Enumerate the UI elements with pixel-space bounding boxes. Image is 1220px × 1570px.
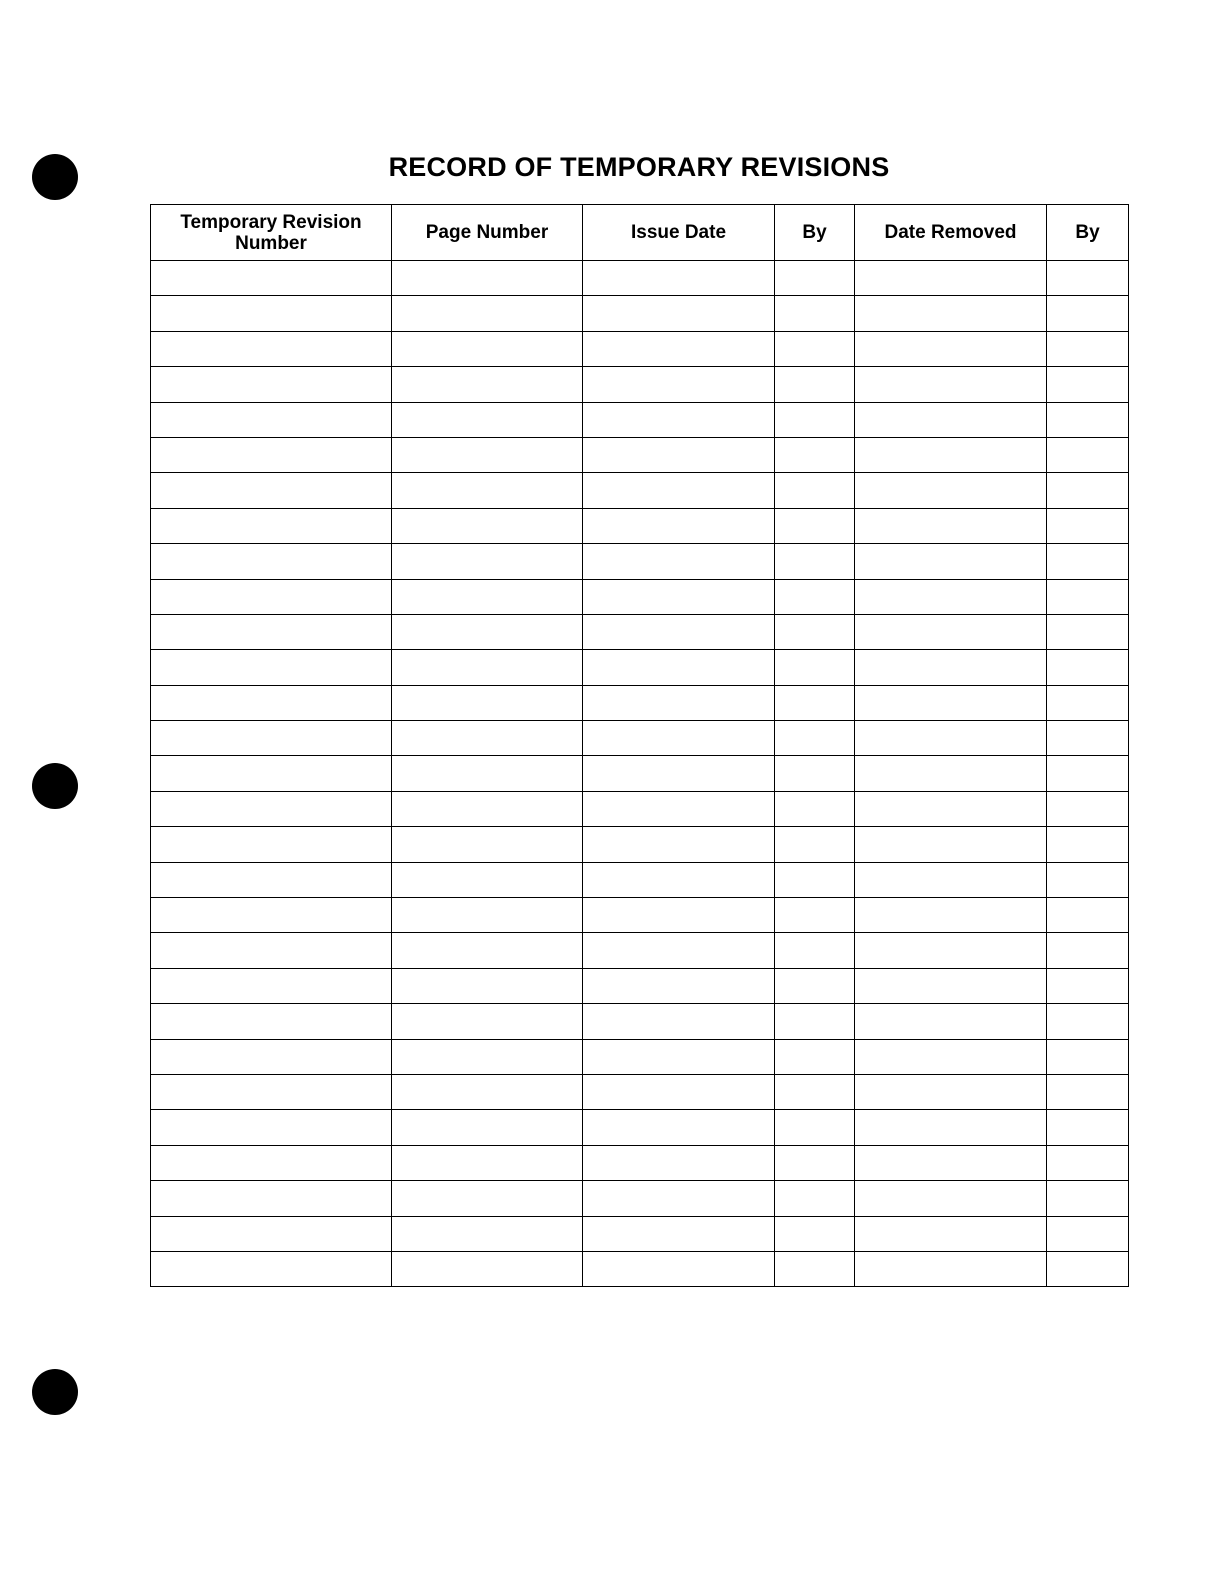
- cell-date-removed: [855, 898, 1047, 933]
- cell-issue-date: [583, 685, 775, 720]
- cell-date-removed: [855, 968, 1047, 1003]
- cell-by-issued: [775, 721, 855, 756]
- cell-by-removed: [1047, 437, 1129, 472]
- table-row: [151, 473, 1129, 508]
- cell-revision-number: [151, 1251, 392, 1286]
- cell-page-number: [392, 508, 583, 543]
- cell-revision-number: [151, 473, 392, 508]
- cell-by-issued: [775, 685, 855, 720]
- cell-page-number: [392, 544, 583, 579]
- table-row: [151, 791, 1129, 826]
- cell-revision-number: [151, 1039, 392, 1074]
- cell-by-issued: [775, 650, 855, 685]
- cell-revision-number: [151, 544, 392, 579]
- cell-by-removed: [1047, 1039, 1129, 1074]
- cell-date-removed: [855, 402, 1047, 437]
- cell-revision-number: [151, 1110, 392, 1145]
- cell-revision-number: [151, 756, 392, 791]
- cell-revision-number: [151, 331, 392, 366]
- cell-by-removed: [1047, 473, 1129, 508]
- cell-page-number: [392, 685, 583, 720]
- cell-issue-date: [583, 296, 775, 331]
- table-row: [151, 1110, 1129, 1145]
- cell-date-removed: [855, 544, 1047, 579]
- cell-revision-number: [151, 437, 392, 472]
- cell-by-removed: [1047, 508, 1129, 543]
- cell-by-issued: [775, 614, 855, 649]
- cell-by-issued: [775, 367, 855, 402]
- cell-date-removed: [855, 1004, 1047, 1039]
- punch-hole-top: [32, 154, 78, 200]
- cell-issue-date: [583, 1110, 775, 1145]
- cell-page-number: [392, 1074, 583, 1109]
- cell-revision-number: [151, 402, 392, 437]
- cell-by-issued: [775, 296, 855, 331]
- table-row: [151, 685, 1129, 720]
- cell-issue-date: [583, 1216, 775, 1251]
- cell-by-removed: [1047, 1074, 1129, 1109]
- table-row: [151, 544, 1129, 579]
- cell-by-issued: [775, 898, 855, 933]
- cell-revision-number: [151, 650, 392, 685]
- table-row: [151, 614, 1129, 649]
- cell-revision-number: [151, 1145, 392, 1180]
- cell-issue-date: [583, 933, 775, 968]
- cell-date-removed: [855, 579, 1047, 614]
- cell-issue-date: [583, 862, 775, 897]
- cell-by-removed: [1047, 1110, 1129, 1145]
- cell-by-issued: [775, 756, 855, 791]
- header-page-number: Page Number: [392, 205, 583, 261]
- cell-by-issued: [775, 1004, 855, 1039]
- cell-revision-number: [151, 1004, 392, 1039]
- cell-issue-date: [583, 544, 775, 579]
- cell-by-issued: [775, 1216, 855, 1251]
- cell-date-removed: [855, 1251, 1047, 1286]
- cell-by-removed: [1047, 685, 1129, 720]
- table-row: [151, 968, 1129, 1003]
- cell-issue-date: [583, 508, 775, 543]
- cell-by-removed: [1047, 367, 1129, 402]
- cell-revision-number: [151, 791, 392, 826]
- table-row: [151, 933, 1129, 968]
- cell-by-issued: [775, 968, 855, 1003]
- cell-by-issued: [775, 791, 855, 826]
- cell-page-number: [392, 1110, 583, 1145]
- cell-date-removed: [855, 1110, 1047, 1145]
- cell-by-removed: [1047, 933, 1129, 968]
- table-body: [151, 261, 1129, 1287]
- cell-page-number: [392, 1145, 583, 1180]
- cell-page-number: [392, 437, 583, 472]
- table-row: [151, 508, 1129, 543]
- cell-by-removed: [1047, 827, 1129, 862]
- cell-page-number: [392, 1251, 583, 1286]
- cell-revision-number: [151, 898, 392, 933]
- table-row: [151, 579, 1129, 614]
- table-row: [151, 1216, 1129, 1251]
- cell-date-removed: [855, 473, 1047, 508]
- cell-revision-number: [151, 261, 392, 296]
- cell-by-removed: [1047, 1145, 1129, 1180]
- punch-hole-bottom: [32, 1369, 78, 1415]
- cell-issue-date: [583, 367, 775, 402]
- cell-date-removed: [855, 721, 1047, 756]
- cell-by-removed: [1047, 402, 1129, 437]
- cell-by-removed: [1047, 756, 1129, 791]
- cell-page-number: [392, 650, 583, 685]
- cell-by-issued: [775, 473, 855, 508]
- cell-issue-date: [583, 473, 775, 508]
- cell-by-removed: [1047, 650, 1129, 685]
- cell-by-removed: [1047, 968, 1129, 1003]
- cell-by-issued: [775, 402, 855, 437]
- cell-date-removed: [855, 862, 1047, 897]
- cell-by-removed: [1047, 791, 1129, 826]
- cell-date-removed: [855, 1216, 1047, 1251]
- cell-revision-number: [151, 685, 392, 720]
- table-row: [151, 862, 1129, 897]
- cell-issue-date: [583, 331, 775, 366]
- cell-date-removed: [855, 685, 1047, 720]
- cell-date-removed: [855, 1181, 1047, 1216]
- table-row: [151, 1145, 1129, 1180]
- table-row: [151, 756, 1129, 791]
- cell-revision-number: [151, 827, 392, 862]
- cell-issue-date: [583, 1074, 775, 1109]
- cell-issue-date: [583, 721, 775, 756]
- revision-record-table: [150, 204, 1129, 1287]
- cell-by-removed: [1047, 862, 1129, 897]
- cell-page-number: [392, 296, 583, 331]
- page-title: RECORD OF TEMPORARY REVISIONS: [388, 152, 890, 182]
- cell-by-removed: [1047, 261, 1129, 296]
- table-row: [151, 827, 1129, 862]
- cell-page-number: [392, 933, 583, 968]
- cell-date-removed: [855, 933, 1047, 968]
- cell-date-removed: [855, 508, 1047, 543]
- table-row: [151, 1251, 1129, 1286]
- cell-page-number: [392, 473, 583, 508]
- cell-by-issued: [775, 862, 855, 897]
- cell-by-removed: [1047, 1251, 1129, 1286]
- table-header-row: [151, 205, 1129, 261]
- cell-by-issued: [775, 437, 855, 472]
- cell-issue-date: [583, 402, 775, 437]
- cell-issue-date: [583, 437, 775, 472]
- table-row: [151, 721, 1129, 756]
- cell-page-number: [392, 1216, 583, 1251]
- cell-by-issued: [775, 579, 855, 614]
- cell-by-removed: [1047, 544, 1129, 579]
- cell-issue-date: [583, 1181, 775, 1216]
- cell-issue-date: [583, 579, 775, 614]
- cell-by-issued: [775, 331, 855, 366]
- table-row: [151, 261, 1129, 296]
- cell-by-removed: [1047, 898, 1129, 933]
- cell-revision-number: [151, 1181, 392, 1216]
- cell-page-number: [392, 1181, 583, 1216]
- cell-date-removed: [855, 614, 1047, 649]
- cell-page-number: [392, 756, 583, 791]
- cell-page-number: [392, 579, 583, 614]
- cell-by-issued: [775, 1181, 855, 1216]
- cell-date-removed: [855, 1074, 1047, 1109]
- cell-issue-date: [583, 756, 775, 791]
- cell-by-issued: [775, 1110, 855, 1145]
- cell-issue-date: [583, 1039, 775, 1074]
- cell-page-number: [392, 862, 583, 897]
- header-date-removed: Date Removed: [855, 205, 1047, 261]
- cell-issue-date: [583, 261, 775, 296]
- cell-revision-number: [151, 862, 392, 897]
- cell-by-issued: [775, 827, 855, 862]
- cell-page-number: [392, 1039, 583, 1074]
- table-row: [151, 1004, 1129, 1039]
- cell-date-removed: [855, 650, 1047, 685]
- table-row: [151, 1181, 1129, 1216]
- cell-by-issued: [775, 508, 855, 543]
- table-row: [151, 437, 1129, 472]
- cell-revision-number: [151, 614, 392, 649]
- cell-date-removed: [855, 296, 1047, 331]
- cell-by-removed: [1047, 614, 1129, 649]
- table-row: [151, 1039, 1129, 1074]
- cell-date-removed: [855, 1039, 1047, 1074]
- cell-by-issued: [775, 1074, 855, 1109]
- cell-date-removed: [855, 1145, 1047, 1180]
- cell-page-number: [392, 827, 583, 862]
- cell-issue-date: [583, 827, 775, 862]
- cell-revision-number: [151, 721, 392, 756]
- cell-issue-date: [583, 1145, 775, 1180]
- cell-page-number: [392, 331, 583, 366]
- cell-by-issued: [775, 1039, 855, 1074]
- cell-page-number: [392, 968, 583, 1003]
- cell-page-number: [392, 791, 583, 826]
- header-by-removed: By: [1047, 205, 1129, 261]
- table-row: [151, 650, 1129, 685]
- cell-page-number: [392, 898, 583, 933]
- cell-date-removed: [855, 791, 1047, 826]
- header-by-issued: By: [775, 205, 855, 261]
- table-row: [151, 296, 1129, 331]
- table-row: [151, 898, 1129, 933]
- cell-date-removed: [855, 827, 1047, 862]
- cell-page-number: [392, 721, 583, 756]
- cell-revision-number: [151, 968, 392, 1003]
- cell-issue-date: [583, 898, 775, 933]
- cell-by-removed: [1047, 1004, 1129, 1039]
- cell-date-removed: [855, 261, 1047, 296]
- table-row: [151, 402, 1129, 437]
- cell-by-removed: [1047, 721, 1129, 756]
- cell-revision-number: [151, 296, 392, 331]
- cell-revision-number: [151, 1074, 392, 1109]
- cell-date-removed: [855, 331, 1047, 366]
- cell-date-removed: [855, 756, 1047, 791]
- cell-by-issued: [775, 1145, 855, 1180]
- cell-issue-date: [583, 650, 775, 685]
- cell-revision-number: [151, 367, 392, 402]
- cell-issue-date: [583, 1251, 775, 1286]
- header-issue-date: Issue Date: [583, 205, 775, 261]
- cell-by-issued: [775, 933, 855, 968]
- cell-page-number: [392, 614, 583, 649]
- table-row: [151, 367, 1129, 402]
- cell-revision-number: [151, 508, 392, 543]
- cell-date-removed: [855, 367, 1047, 402]
- cell-revision-number: [151, 1216, 392, 1251]
- cell-page-number: [392, 367, 583, 402]
- cell-page-number: [392, 261, 583, 296]
- table-row: [151, 1074, 1129, 1109]
- cell-revision-number: [151, 933, 392, 968]
- header-temporary-revision-number: Temporary Revision Number: [151, 205, 392, 261]
- cell-by-issued: [775, 544, 855, 579]
- punch-hole-middle: [32, 763, 78, 809]
- cell-by-issued: [775, 261, 855, 296]
- cell-by-issued: [775, 1251, 855, 1286]
- cell-date-removed: [855, 437, 1047, 472]
- cell-issue-date: [583, 614, 775, 649]
- cell-issue-date: [583, 968, 775, 1003]
- cell-by-removed: [1047, 579, 1129, 614]
- cell-page-number: [392, 402, 583, 437]
- cell-by-removed: [1047, 296, 1129, 331]
- cell-revision-number: [151, 579, 392, 614]
- cell-by-removed: [1047, 1216, 1129, 1251]
- cell-by-removed: [1047, 331, 1129, 366]
- cell-page-number: [392, 1004, 583, 1039]
- cell-issue-date: [583, 791, 775, 826]
- cell-by-removed: [1047, 1181, 1129, 1216]
- cell-issue-date: [583, 1004, 775, 1039]
- table-row: [151, 331, 1129, 366]
